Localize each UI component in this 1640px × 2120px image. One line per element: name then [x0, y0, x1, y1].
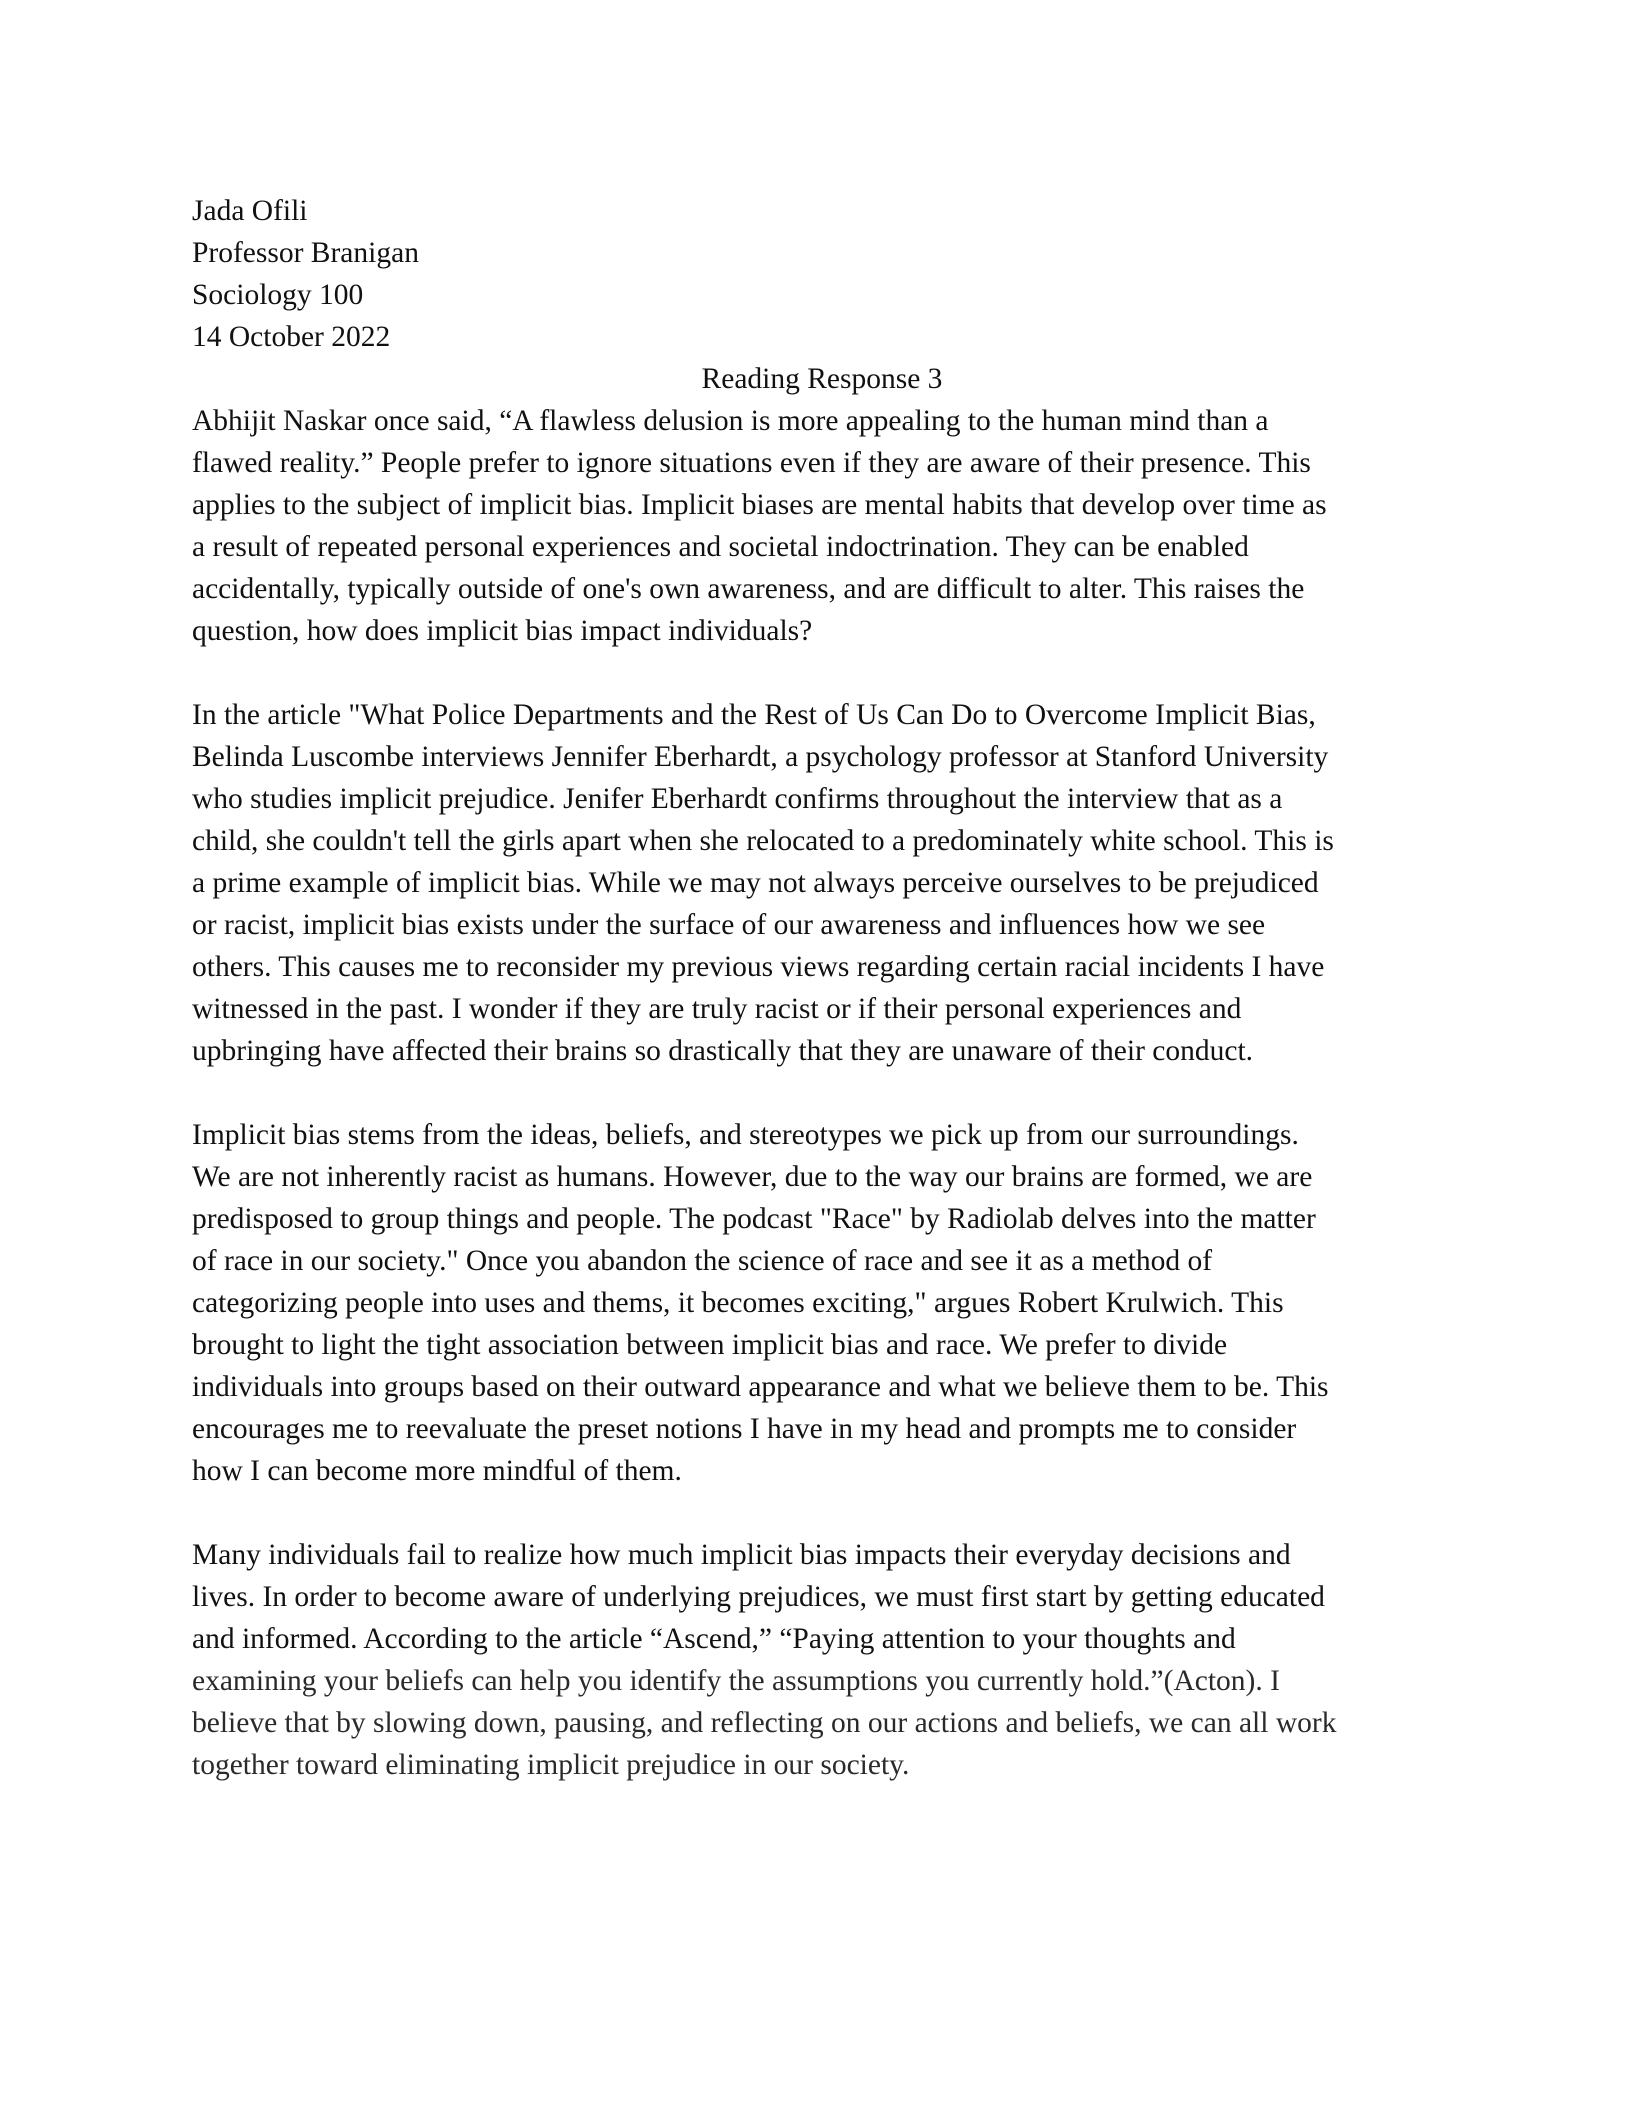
paragraph-line: Implicit bias stems from the ideas, beliefs, and stereotypes we pick up from our surroundings.: [192, 1119, 1299, 1151]
paragraph-3: [192, 1114, 1452, 1492]
professor-name: Professor Branigan: [192, 237, 419, 269]
paragraph-line: lives. In order to become aware of underlying prejudices, we must first start by getting educated: [192, 1581, 1325, 1613]
document-title: Reading Response 3: [701, 363, 943, 395]
paragraph-line: a result of repeated personal experiences and societal indoctrination. They can be enabled: [192, 531, 1249, 563]
paragraph-line: of race in our society." Once you abandon the science of race and see it as a method of: [192, 1245, 1213, 1277]
paragraph-line: upbringing have affected their brains so drastically that they are unaware of their conduct.: [192, 1035, 1254, 1067]
paragraph-line: who studies implicit prejudice. Jenifer Eberhardt confirms throughout the interview that as a: [192, 783, 1283, 815]
paragraph-line: In the article "What Police Departments and the Rest of Us Can Do to Overcome Implicit Bias,: [192, 699, 1316, 731]
document-date: 14 October 2022: [192, 321, 391, 353]
paragraph-line: flawed reality.” People prefer to ignore situations even if they are aware of their presence. This: [192, 447, 1311, 479]
paragraph-line: question, how does implicit bias impact individuals?: [192, 615, 813, 647]
paragraph-line: predisposed to group things and people. The podcast "Race" by Radiolab delves into the matter: [192, 1203, 1316, 1235]
paragraph-spacer: [192, 652, 1452, 694]
paragraph-line: witnessed in the past. I wonder if they are truly racist or if their personal experiences and: [192, 993, 1242, 1025]
paragraph-line: believe that by slowing down, pausing, and reflecting on our actions and beliefs, we can all work: [192, 1707, 1337, 1739]
paragraph-line: We are not inherently racist as humans. However, due to the way our brains are formed, we are: [192, 1161, 1313, 1193]
paragraph-line: brought to light the tight association between implicit bias and race. We prefer to divide: [192, 1329, 1228, 1361]
paragraph-line: Belinda Luscombe interviews Jennifer Eberhardt, a psychology professor at Stanford University: [192, 741, 1329, 773]
paragraph-line: applies to the subject of implicit bias. Implicit biases are mental habits that develop over time as: [192, 489, 1327, 521]
paragraph-4: [192, 1534, 1452, 1786]
paragraph-line: individuals into groups based on their outward appearance and what we believe them to be. This: [192, 1371, 1329, 1403]
paragraph-line: others. This causes me to reconsider my previous views regarding certain racial incidents I have: [192, 951, 1325, 983]
paragraph-line: or racist, implicit bias exists under the surface of our awareness and influences how we see: [192, 909, 1266, 941]
course-name: Sociology 100: [192, 279, 364, 311]
paragraph-line: encourages me to reevaluate the preset notions I have in my head and prompts me to consider: [192, 1413, 1297, 1445]
paragraph-spacer: [192, 1072, 1452, 1114]
header-block: [192, 190, 1452, 358]
paragraph-line: child, she couldn't tell the girls apart when she relocated to a predominately white school. This is: [192, 825, 1334, 857]
paragraph-line: accidentally, typically outside of one's own awareness, and are difficult to alter. This raises the: [192, 573, 1305, 605]
paragraph-line: Many individuals fail to realize how much implicit bias impacts their everyday decisions and: [192, 1539, 1291, 1571]
paragraph-spacer: [192, 1492, 1452, 1534]
paragraph-line: categorizing people into uses and thems, it becomes exciting," argues Robert Krulwich. This: [192, 1287, 1284, 1319]
paragraph-line: and informed. According to the article “Ascend,” “Paying attention to your thoughts and: [192, 1623, 1236, 1655]
paragraph-line: a prime example of implicit bias. While we may not always perceive ourselves to be prejudiced: [192, 867, 1319, 899]
paragraph-line: Abhijit Naskar once said, “A flawless delusion is more appealing to the human mind than a: [192, 405, 1269, 437]
author-name: Jada Ofili: [192, 195, 308, 227]
paragraph-line: examining your beliefs can help you identify the assumptions you currently hold.”(Acton). I: [192, 1665, 1280, 1697]
paragraph-2: [192, 694, 1452, 1072]
paragraph-line: how I can become more mindful of them.: [192, 1455, 682, 1487]
paragraph-line: together toward eliminating implicit prejudice in our society.: [192, 1749, 910, 1781]
paragraph-1: [192, 400, 1452, 652]
document-body: [192, 190, 1452, 1786]
